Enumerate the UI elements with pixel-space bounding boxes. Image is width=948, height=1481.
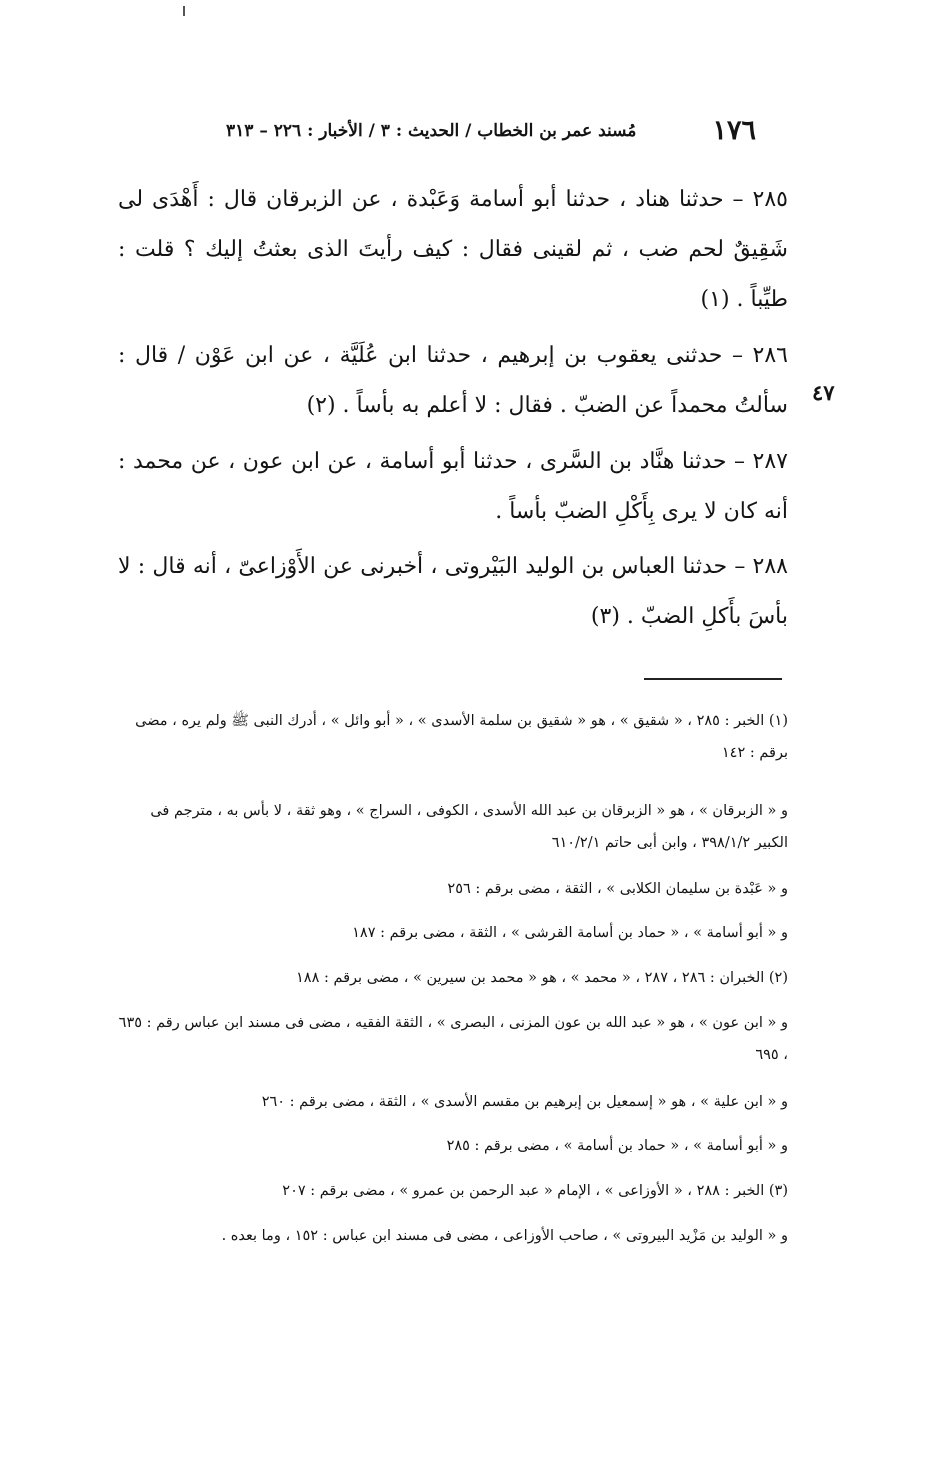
- page-header: [226, 115, 756, 149]
- running-title: مُسند عمر بن الخطاب / الحديث : ٣ / الأخبار : ٢٢٦ – ٣١٣: [226, 121, 637, 141]
- hadith-entry-286: ٢٨٦ – حدثنى يعقوب بن إبرهيم ، حدثنا ابن عُلَيَّة ، عن ابن عَوْن / قال : سألتُ محمداً عن الضبّ . فقال : لا أعلم به بأساً . (٢): [118, 343, 788, 418]
- footnote-3: (٣) الخبر : ٢٨٨ ، « الأوزاعى » ، الإمام « عبد الرحمن بن عمرو » ، مضى برقم : ٢٠٧: [282, 1183, 788, 1199]
- footnote-1-zibriqan: و « الزبرقان » ، هو « الزبرقان بن عبد الله الأسدى ، الكوفى ، السراج » ، وهو ثقة ، لا بأس به ، مترجم فى الكبير ٣٩٨/١/٢ ، وابن أبى حاتم ٦١٠/٢/١: [150, 803, 788, 851]
- footnote-2-ibn-awn: و « ابن عون » ، هو « عبد الله بن عون المزنى ، البصرى » ، الثقة الفقيه ، مضى فى مسند ابن عباس رقم : ٦٣٥ ، ٦٩٥: [118, 1015, 788, 1063]
- hadith-entry-288: ٢٨٨ – حدثنا العباس بن الوليد البَيْروتى ، أخبرنى عن الأَوْزاعىّ ، أنه قال : لا بأسَ بأَكلِ الضبّ . (٣): [118, 554, 788, 629]
- footnote-1-abu-usama: و « أبو أسامة » ، « حماد بن أسامة القرشى » ، الثقة ، مضى برقم : ١٨٧: [352, 925, 788, 941]
- page-number: ١٧٦: [712, 115, 756, 146]
- hadith-entry-285: ٢٨٥ – حدثنا هناد ، حدثنا أبو أسامة وَعَبْدة ، عن الزبرقان قال : أَهْدَى لى شَقِيقٌ لحم ضب ، ثم لقينى فقال : كيف رأيتَ الذى بعثتُ إليك ؟ قلت : طيِّباً . (١): [118, 187, 788, 312]
- footnote-3-walid: و « الوليد بن مَزْيد البيروتى » ، صاحب الأوزاعى ، مضى فى مسند ابن عباس : ١٥٢ ، وما بعده .: [221, 1228, 788, 1244]
- footnote-2: (٢) الخبران : ٢٨٦ ، ٢٨٧ ، « محمد » ، هو « محمد بن سيرين » ، مضى برقم : ١٨٨: [296, 970, 788, 986]
- hadith-entry-287: ٢٨٧ – حدثنا هنَّاد بن السَّرى ، حدثنا أبو أسامة ، عن ابن عون ، عن محمد : أنه كان لا يرى بِأَكْلِ الضبّ بأساً .: [118, 449, 788, 524]
- footnote-1: (١) الخبر : ٢٨٥ ، « شقيق » ، هو « شقيق بن سلمة الأسدى » ، « أبو وائل » ، أدرك النبى ﷺ ولم يره ، مضى برقم : ١٤٢: [135, 713, 788, 761]
- footnote-1-abda: و « عَبْدة بن سليمان الكلابى » ، الثقة ، مضى برقم : ٢٥٦: [447, 881, 788, 897]
- margin-page-number: ٤٧: [812, 380, 835, 405]
- footnote-2-abu-usama: و « أبو أسامة » ، « حماد بن أسامة » ، مضى برقم : ٢٨٥: [446, 1138, 788, 1154]
- scan-mark: [183, 6, 185, 16]
- footnote-separator: [644, 678, 782, 680]
- footnote-2-ibn-ulayya: و « ابن علية » ، هو « إسمعيل بن إبرهيم بن مقسم الأسدى » ، الثقة ، مضى برقم : ٢٦٠: [261, 1094, 788, 1110]
